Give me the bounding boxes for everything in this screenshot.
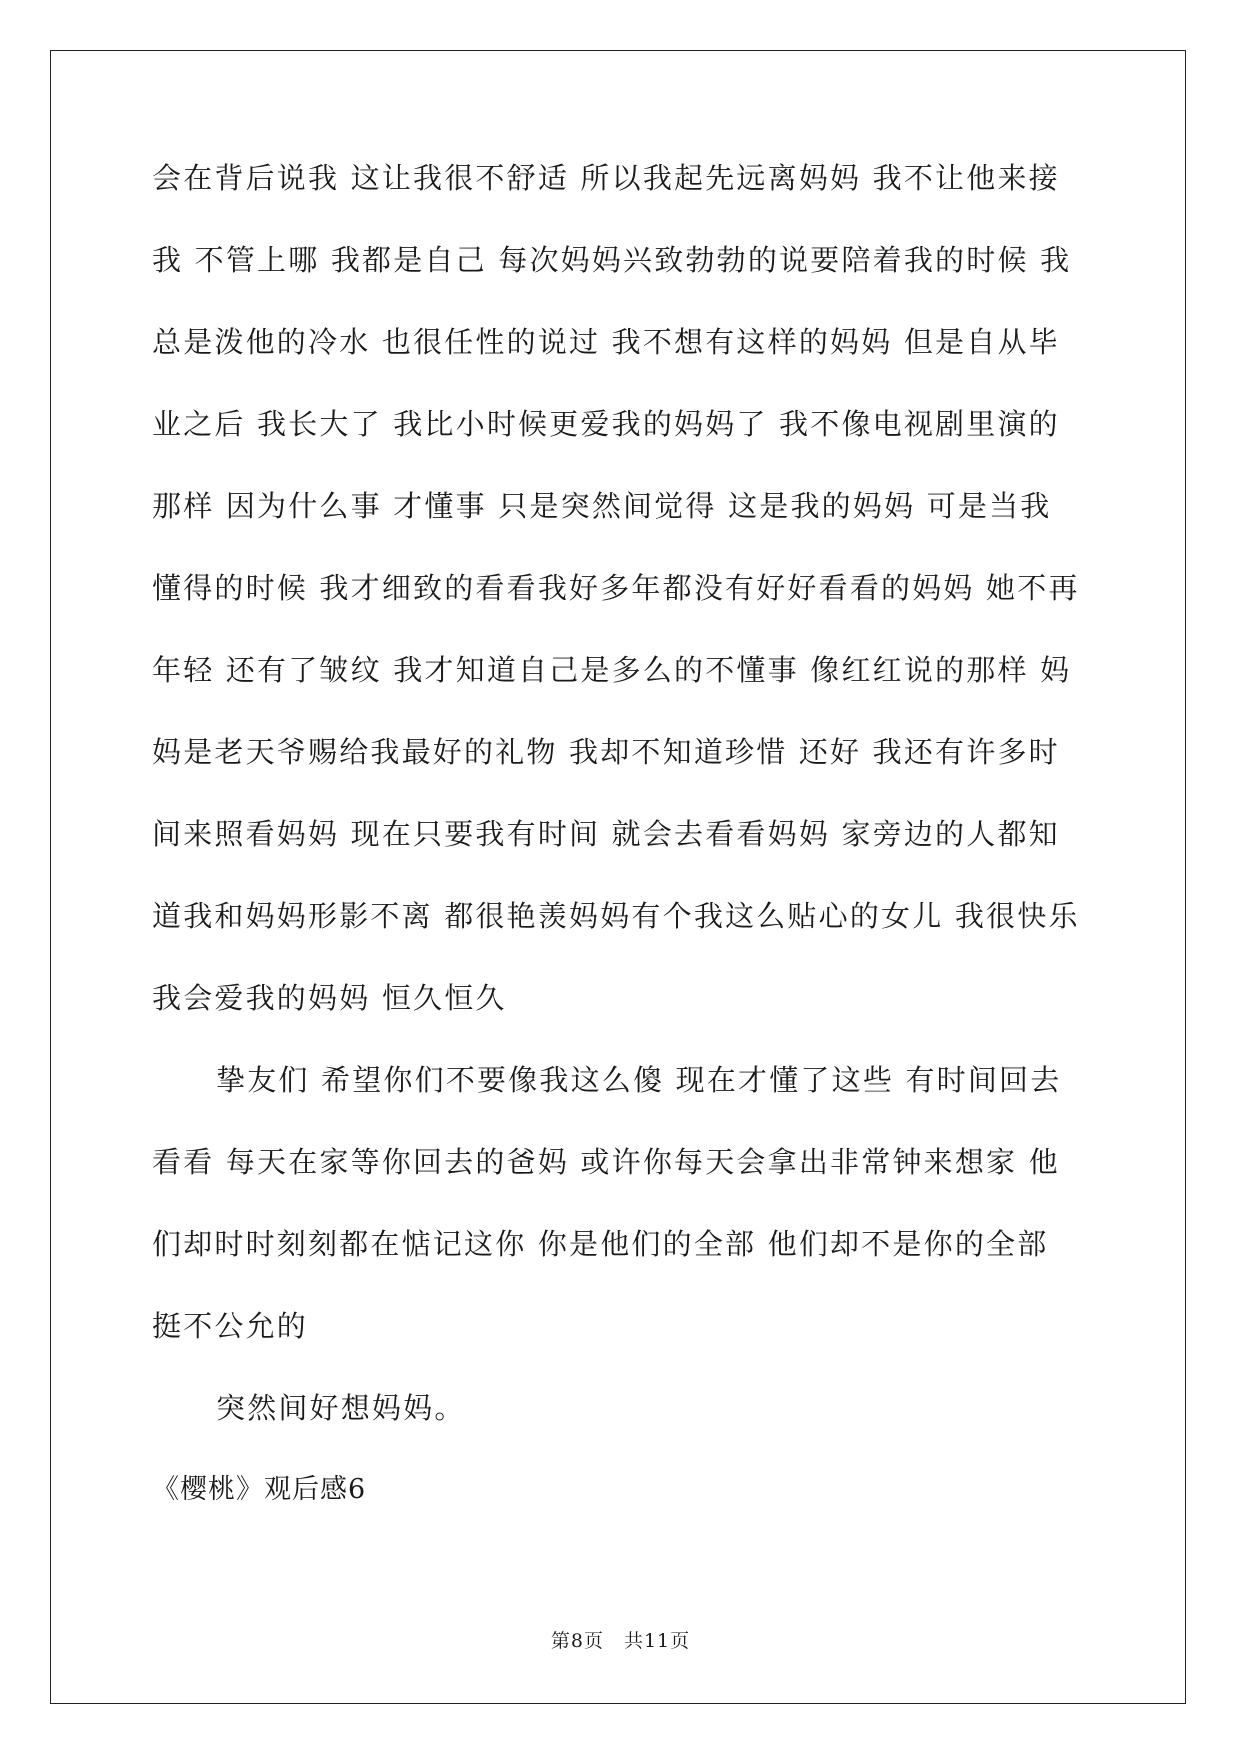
page-footer: 第8页 共11页 (550, 1630, 691, 1652)
text-line: 挺不公允的 (152, 1309, 309, 1343)
text-line: 年轻 还有了皱纹 我才知道自己是多么的不懂事 像红红说的那样 妈 (152, 653, 1072, 687)
document-body (152, 158, 1092, 1510)
text-line: 道我和妈妈形影不离 都很艳羡妈妈有个我这么贴心的女儿 我很快乐 (152, 899, 1080, 933)
text-line: 看看 每天在家等你回去的爸妈 或许你每天会拿出非常钟来想家 他 (152, 1145, 1060, 1179)
section-heading: 《樱桃》观后感6 (152, 1474, 367, 1505)
text-line: 突然间好想妈妈。 (216, 1391, 466, 1425)
text-line: 我 不管上哪 我都是自己 每次妈妈兴致勃勃的说要陪着我的时候 我 (152, 243, 1072, 277)
text-line: 那样 因为什么事 才懂事 只是突然间觉得 这是我的妈妈 可是当我 (152, 489, 1052, 523)
paragraph-2 (152, 1060, 1092, 1388)
text-line: 会在背后说我 这让我很不舒适 所以我起先远离妈妈 我不让他来接 (152, 161, 1060, 195)
text-line: 间来照看妈妈 现在只要我有时间 就会去看看妈妈 家旁边的人都知 (152, 817, 1060, 851)
text-line: 懂得的时候 我才细致的看看我好多年都没有好好看看的妈妈 她不再 (152, 571, 1080, 605)
text-line: 总是泼他的冷水 也很任性的说过 我不想有这样的妈妈 但是自从毕 (152, 325, 1060, 359)
text-line: 我会爱我的妈妈 恒久恒久 (152, 981, 507, 1015)
text-line: 妈是老天爷赐给我最好的礼物 我却不知道珍惜 还好 我还有许多时 (152, 735, 1060, 769)
text-line: 们却时时刻刻都在惦记这你 你是他们的全部 他们却不是你的全部 (152, 1227, 1049, 1261)
text-line: 挚友们 希望你们不要像我这么傻 现在才懂了这些 有时间回去 (216, 1063, 1062, 1097)
text-line: 业之后 我长大了 我比小时候更爱我的妈妈了 我不像电视剧里演的 (152, 407, 1060, 441)
paragraph-3 (152, 1388, 1092, 1470)
paragraph-1 (152, 158, 1092, 1060)
